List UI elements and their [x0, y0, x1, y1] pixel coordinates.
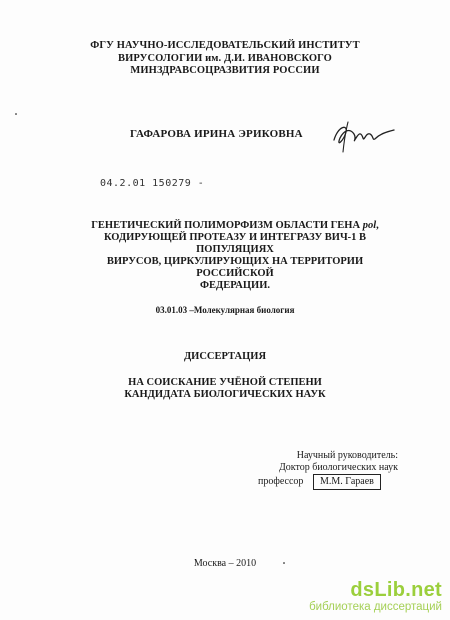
- supervisor-block: [258, 450, 398, 487]
- title-line-1-text: ГЕНЕТИЧЕСКИЙ ПОЛИМОРФИЗМ ОБЛАСТИ ГЕНА: [91, 220, 363, 231]
- gene-name: pol: [362, 220, 377, 231]
- degree-line-2: КАНДИДАТА БИОЛОГИЧЕСКИХ НАУК: [124, 389, 326, 400]
- title-line-1: [85, 220, 385, 232]
- supervisor-rank: профессор: [258, 476, 304, 487]
- registration-stamp: 04.2.01 150279 -: [100, 178, 205, 189]
- title-line-1-suffix: ,: [376, 220, 379, 231]
- institution-header: [0, 40, 450, 78]
- degree-line-1: НА СОИСКАНИЕ УЧЁНОЙ СТЕПЕНИ: [128, 377, 322, 388]
- author-name: ГАФАРОВА ИРИНА ЭРИКОВНА: [130, 128, 303, 140]
- watermark-subtitle: библиотека диссертаций: [309, 601, 442, 613]
- supervisor-title: Доктор биологических наук: [278, 462, 398, 473]
- dissertation-title: [85, 220, 385, 292]
- handwritten-signature: [328, 118, 398, 159]
- supervisor-name: М.М. Гараев: [313, 474, 381, 490]
- logo-tld-text: .net: [405, 579, 442, 601]
- institution-line-1: ФГУ НАУЧНО-ИССЛЕДОВАТЕЛЬСКИЙ ИНСТИТУТ: [90, 40, 360, 51]
- specialty-code: 03.01.03 –Молекулярная биология: [155, 305, 295, 315]
- degree-statement: [0, 377, 450, 401]
- supervisor-label: Научный руководитель:: [296, 450, 398, 461]
- title-line-3: ВИРУСОВ, ЦИРКУЛИРУЮЩИХ НА ТЕРРИТОРИИ РОССИЙСКОЙ: [106, 256, 364, 279]
- scan-speck: [15, 113, 17, 115]
- document-type: ДИССЕРТАЦИЯ: [183, 351, 267, 362]
- logo-main-text: dsLib: [350, 579, 406, 601]
- city-year: Москва – 2010: [193, 558, 257, 569]
- dslib-watermark[interactable]: [309, 580, 442, 614]
- title-line-4: ФЕДЕРАЦИИ.: [199, 280, 271, 291]
- dslib-logo[interactable]: [309, 580, 442, 600]
- title-line-2: КОДИРУЮЩЕЙ ПРОТЕАЗУ И ИНТЕГРАЗУ ВИЧ-1 В ПОПУЛЯЦИЯХ: [103, 232, 367, 255]
- institution-line-3: МИНЗДРАВСОЦРАЗВИТИЯ РОССИИ: [130, 65, 320, 76]
- institution-line-2: ВИРУСОЛОГИИ им. Д.И. ИВАНОВСКОГО: [118, 52, 332, 64]
